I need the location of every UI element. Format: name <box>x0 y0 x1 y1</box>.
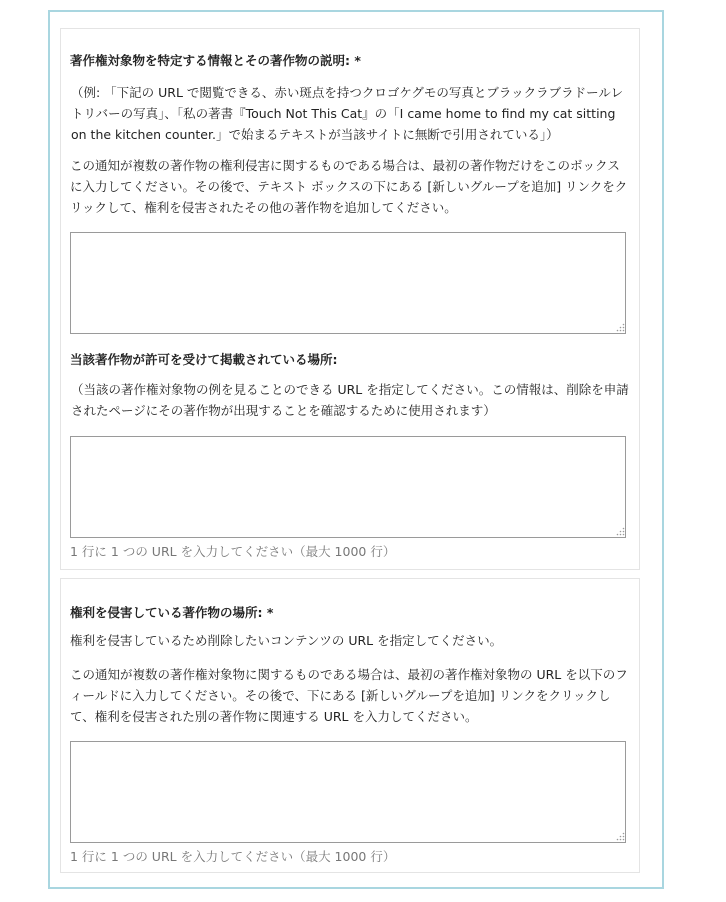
authorized-location-label: 当該著作物が許可を受けて掲載されている場所: <box>70 352 338 367</box>
infringing-location-hint: 1 行に 1 つの URL を入力してください（最大 1000 行） <box>70 849 396 864</box>
infringing-location-group <box>60 578 640 873</box>
infringing-location-multi-note: この通知が複数の著作権対象物に関するものである場合は、最初の著作権対象物の URL を以下のフィールドに入力してください。その後で、下にある [新しいグループを追加] リンクをクリックして、権利を侵害された別の著作物に関連する URL を入力してください。 <box>70 667 628 724</box>
authorized-location-note: （当該の著作権対象物の例を見ることのできる URL を指定してください。この情報は、削除を申請されたページにその著作物が出現することを確認するために使用されます） <box>71 382 629 418</box>
form-frame <box>48 10 664 889</box>
infringing-location-note: 権利を侵害しているため削除したいコンテンツの URL を指定してください。 <box>70 633 503 648</box>
work-description-textarea[interactable] <box>70 232 626 334</box>
infringing-location-textarea[interactable] <box>70 741 626 843</box>
authorized-location-textarea[interactable] <box>70 436 626 538</box>
work-description-example: （例: 「下記の URL で閲覧できる、赤い斑点を持つクロゴケグモの写真とブラックラブラドールレトリバーの写真」、「私の著書『Touch Not This Cat』の「I came home to find my cat sitting on the kitchen counter.」で始まるテキストが当該サイトに無断で引用されている」） <box>71 85 624 142</box>
work-description-group <box>60 28 640 570</box>
work-description-note: この通知が複数の著作物の権利侵害に関するものである場合は、最初の著作物だけをこのボックスに入力してください。その後で、テキスト ボックスの下にある [新しいグループを追加] リンクをクリックして、権利を侵害されたその他の著作物を追加してください。 <box>70 158 628 215</box>
authorized-location-hint: 1 行に 1 つの URL を入力してください（最大 1000 行） <box>70 544 396 559</box>
work-description-label: 著作権対象物を特定する情報とその著作物の説明: * <box>70 53 361 68</box>
infringing-location-label: 権利を侵害している著作物の場所: * <box>70 605 274 620</box>
